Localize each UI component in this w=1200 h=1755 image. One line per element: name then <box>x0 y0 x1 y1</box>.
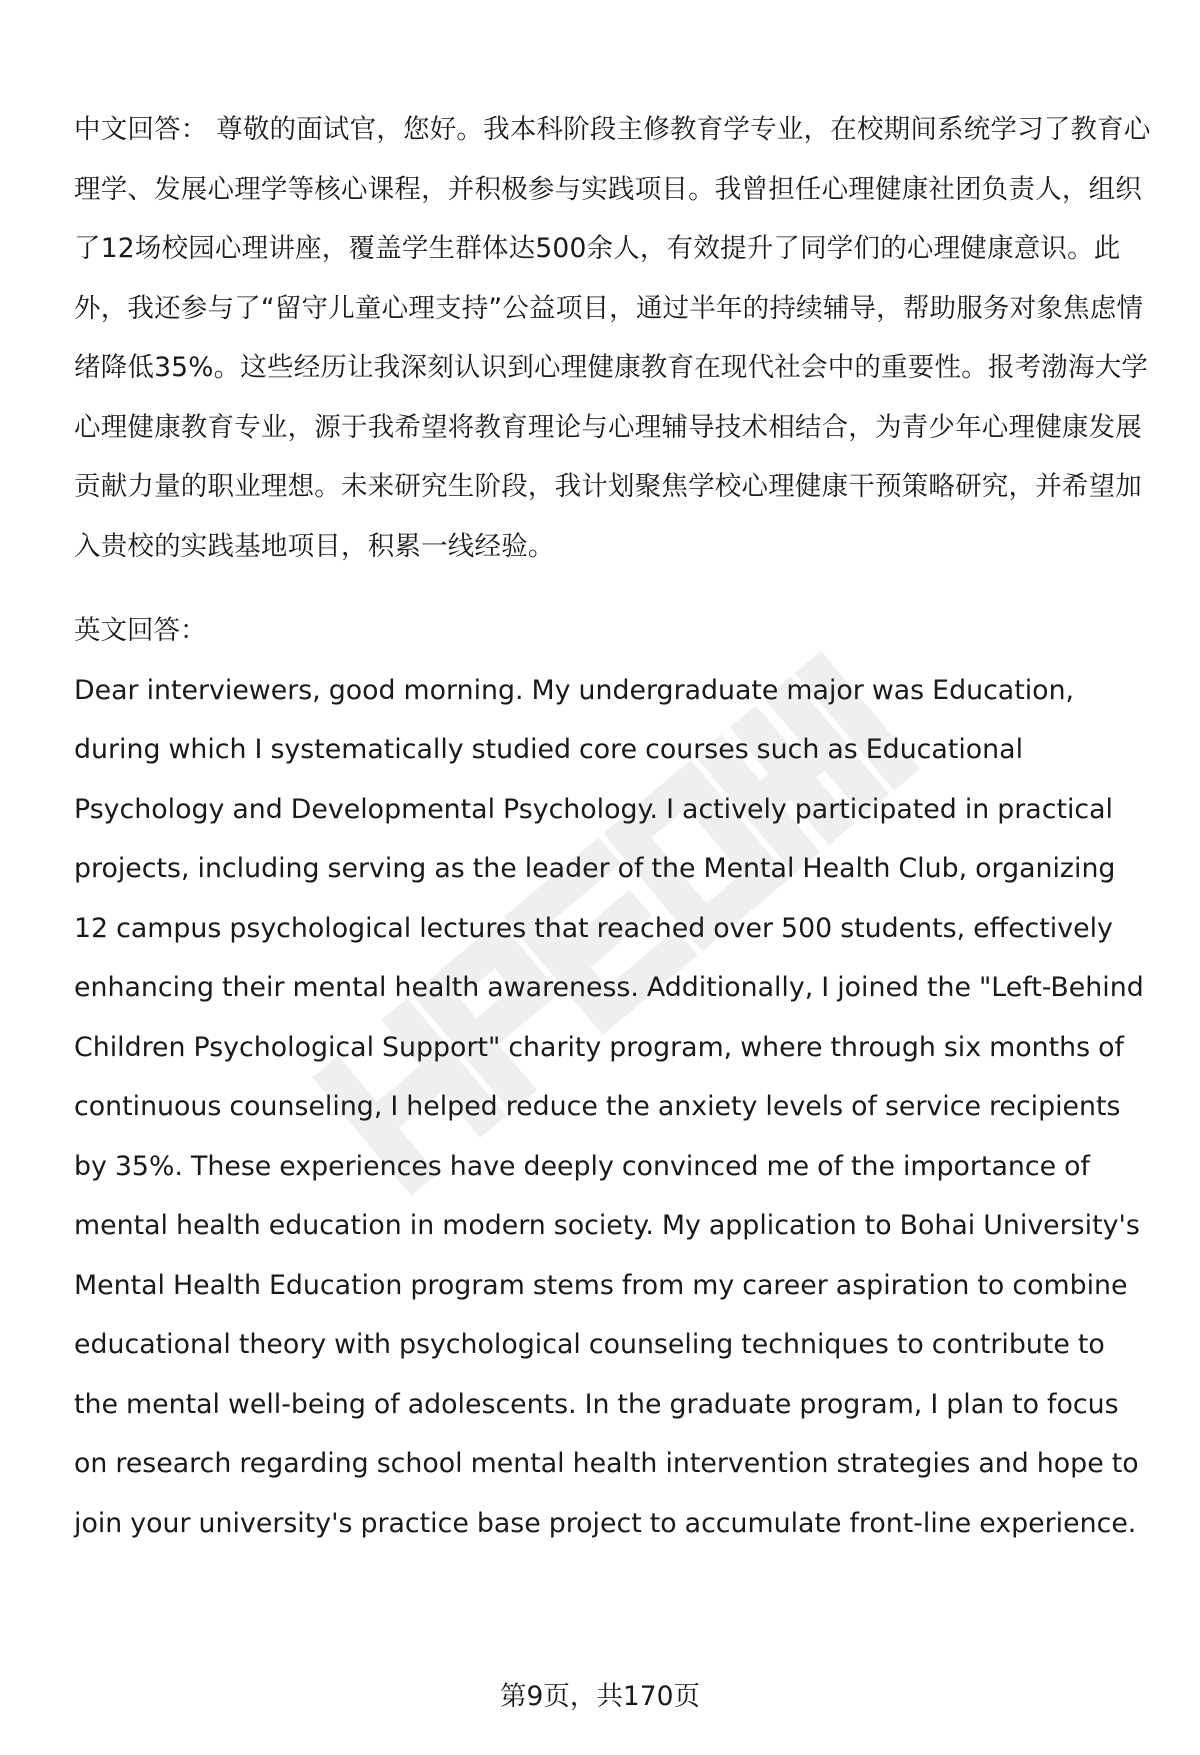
english-answer-paragraph: Dear interviewers, good morning. My undergraduate major was Education, during which I systematically studied core courses such as Educational Psychology and Developmental Psychology. I actively participated in practical projects, including serving as the leader of the Mental Health Club, organizing 12 campus psychological lectures that reached over 500 students, effectively enhancing their mental health awareness. Additionally, I joined the "Left-Behind Children Psychological Support" charity program, where through six months of continuous counseling, I helped reduce the anxiety levels of service recipients by 35%. These experiences have deeply convinced me of the importance of mental health education in modern society. My application to Bohai University's Mental Health Education program stems from my career aspiration to combine educational theory with psychological counseling techniques to contribute to the mental well-being of adolescents. In the graduate program, I plan to focus on research regarding school mental health intervention strategies and hope to join your university's practice base project to accumulate front-line experience. <box>74 674 1144 1539</box>
chinese-answer-paragraph: 中文回答： 尊敬的面试官，您好。我本科阶段主修教育学专业，在校期间系统学习了教育心理学、发展心理学等核心课程，并积极参与实践项目。我曾担任心理健康社团负责人，组织了12场校园心理讲座，覆盖学生群体达500余人，有效提升了同学们的心理健康意识。此外，我还参与了“留守儿童心理支持”公益项目，通过半年的持续辅导，帮助服务对象焦虑情绪降低35%。这些经历让我深刻认识到心理健康教育在现代社会中的重要性。报考渤海大学心理健康教育专业，源于我希望将教育理论与心理辅导技术相结合，为青少年心理健康发展贡献力量的职业理想。未来研究生阶段，我计划聚焦学校心理健康干预策略研究，并希望加入贵校的实践基地项目，积累一线经验。 <box>74 114 1151 562</box>
page-footer <box>0 1677 1200 1717</box>
page-number-indicator: 第9页，共170页 <box>500 1681 700 1712</box>
main-content <box>74 100 1154 1553</box>
english-answer-heading: 英文回答： <box>74 615 207 646</box>
